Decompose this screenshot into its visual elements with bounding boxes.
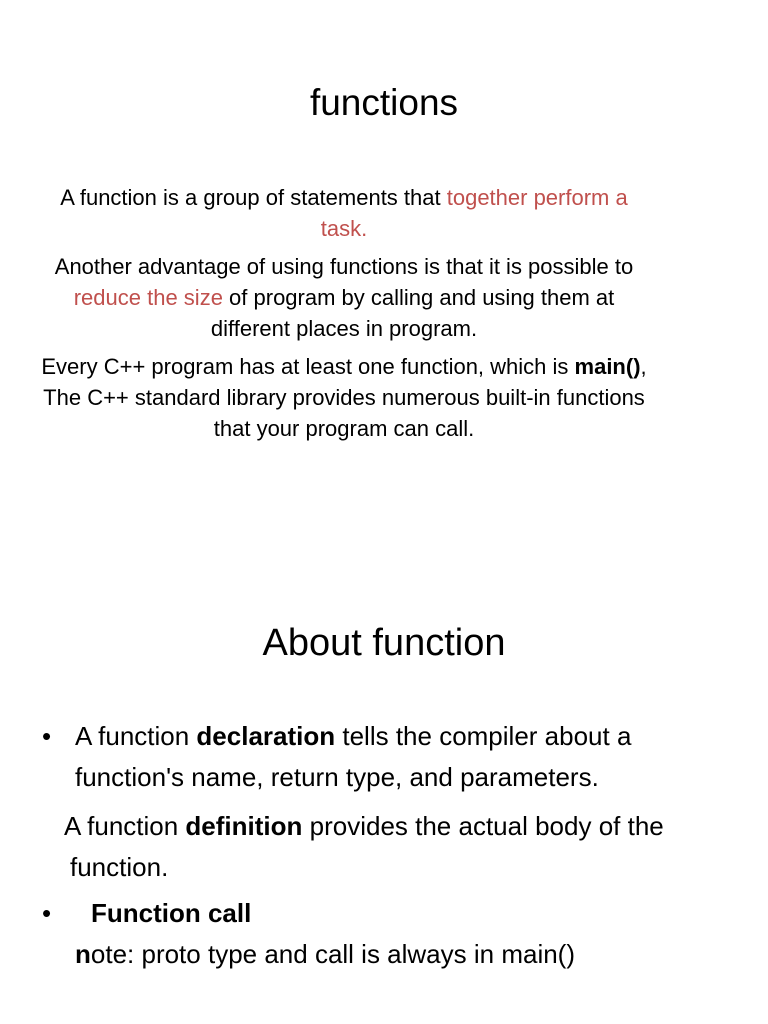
text-span: A function is a group of statements that (60, 185, 447, 210)
text-span: provides the actual body of the function. (70, 811, 664, 882)
highlight-text: reduce the size (73, 285, 223, 310)
text-span: of program by calling and using them at different places in program. (210, 285, 615, 341)
slide-body (42, 716, 732, 975)
bold-text: n (75, 939, 91, 969)
slide-about-function (0, 512, 768, 1024)
bullet-text: Function call (91, 898, 252, 928)
paragraph-definition (42, 806, 732, 888)
slide-title: functions (309, 82, 459, 123)
text-span: A function (75, 721, 197, 751)
text-span: , The C++ standard library provides numerous built-in functions that your program can call. (43, 354, 647, 441)
text-span: ote: proto type and call is always in main() (90, 939, 576, 969)
paragraph-main (40, 351, 648, 444)
slide-title: About function (262, 622, 506, 664)
paragraph-definition (40, 182, 648, 244)
highlight-text: together perform a task. (320, 185, 628, 241)
bold-text: definition (185, 811, 303, 841)
bullet-function-call (42, 893, 732, 934)
note-line (42, 934, 732, 975)
paragraph-advantage (40, 251, 648, 344)
bullet-text (75, 716, 732, 798)
text-span: Another advantage of using functions is that it is possible to (54, 254, 634, 279)
text-span: tells the compiler about a function's name, return type, and parameters. (75, 721, 632, 792)
slide-body (40, 182, 648, 451)
bullet-declaration (42, 716, 732, 798)
bold-text: declaration (196, 721, 336, 751)
bullet-icon: • (42, 721, 52, 751)
bullet-icon: • (42, 898, 52, 928)
text-span: A function (64, 811, 186, 841)
bold-text: main() (574, 354, 641, 379)
text-span: Every C++ program has at least one function, which is (41, 354, 575, 379)
